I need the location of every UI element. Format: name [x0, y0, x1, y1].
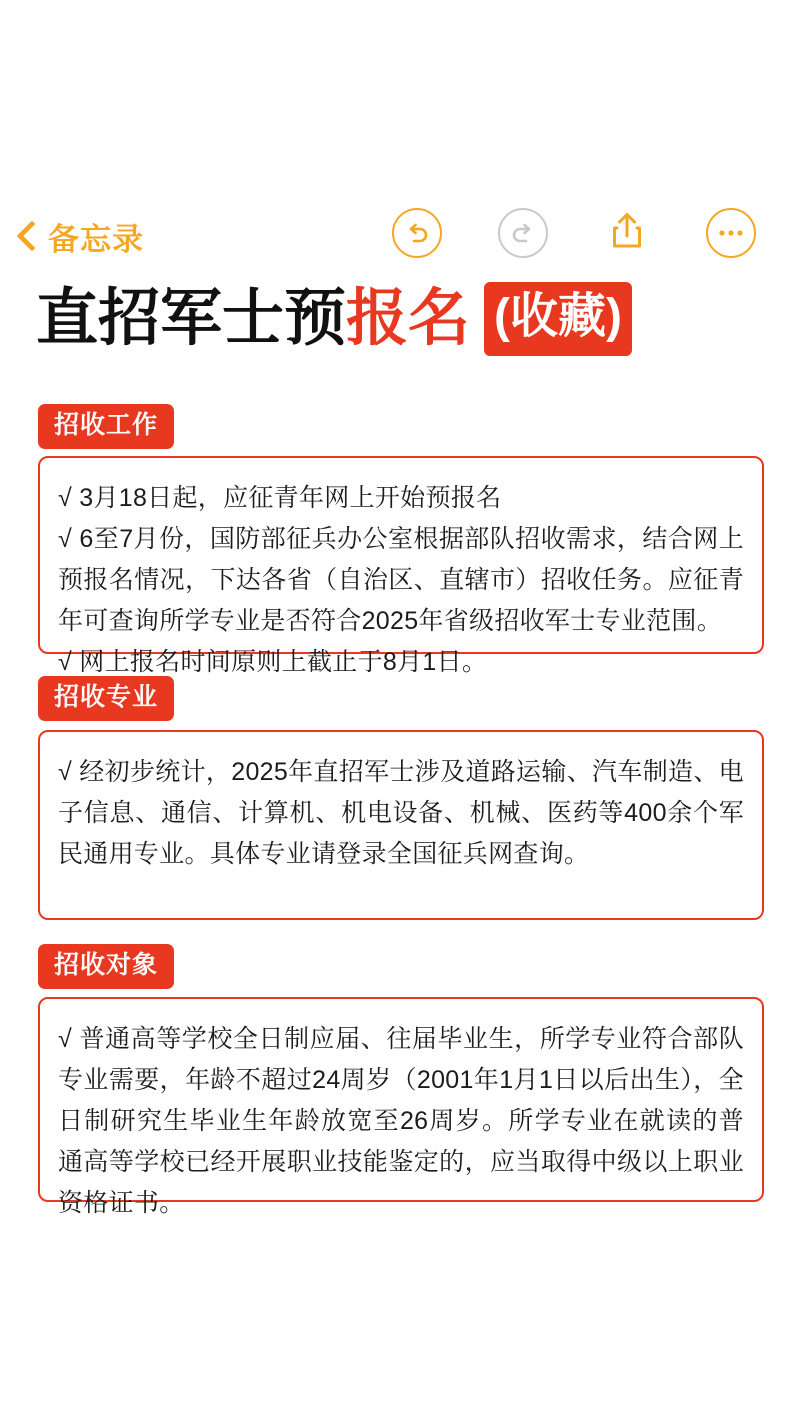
section-box-recruitment-majors: [38, 730, 764, 920]
section-paragraph: √ 经初步统计，2025年直招军士涉及道路运输、汽车制造、电子信息、通信、计算机、机电设备、机械、医药等400余个军民通用专业。具体专业请登录全国征兵网查询。: [58, 758, 744, 868]
more-horizontal-icon: [717, 227, 745, 239]
share-button[interactable]: [604, 208, 650, 258]
section-chip-label: 招收专业: [38, 676, 174, 721]
more-button[interactable]: [706, 208, 756, 258]
undo-icon: [403, 219, 431, 247]
back-label: 备忘录: [48, 221, 144, 257]
section-box-recruitment-targets: [38, 997, 764, 1217]
title-accent-text: 报名: [346, 284, 471, 353]
share-icon: [610, 211, 644, 256]
section-paragraph: √ 普通高等学校全日制应届、往届毕业生，所学专业符合部队专业需要，年龄不超过24周岁（2001年1月1日以后出生），全日制研究生毕业生年龄放宽至26周岁。所学专业在就读的普通高等学校已经开展职业技能鉴定的，应当取得中级以上职业资格证书。: [58, 1025, 744, 1217]
redo-icon: [509, 219, 537, 247]
section-chip-label: 招收对象: [38, 944, 174, 989]
section-paragraph: √ 3月18日起，应征青年网上开始预报名: [58, 484, 502, 512]
section-chip-recruitment-majors: [38, 676, 174, 721]
chevron-left-icon[interactable]: [14, 219, 40, 253]
section-chip-recruitment-targets: [38, 944, 174, 989]
back-button[interactable]: [14, 214, 144, 259]
section-paragraph: √ 网上报名时间原则上截止于8月1日。: [58, 648, 488, 676]
redo-button[interactable]: [498, 208, 548, 258]
undo-button[interactable]: [392, 208, 442, 258]
top-toolbar: [0, 200, 800, 272]
section-paragraph: √ 6至7月份，国防部征兵办公室根据部队招收需求，结合网上预报名情况，下达各省（自治区、直辖市）招收任务。应征青年可查询所学专业是否符合2025年省级招收军士专业范围。: [58, 525, 744, 635]
section-chip-label: 招收工作: [38, 404, 174, 449]
title-badge: (收藏): [484, 282, 632, 356]
section-chip-recruitment-work: [38, 404, 174, 449]
page-title: [36, 282, 632, 356]
toolbar-actions: [392, 208, 756, 258]
section-box-recruitment-work: [38, 456, 764, 676]
title-main-text: 直招军士预: [36, 284, 347, 353]
